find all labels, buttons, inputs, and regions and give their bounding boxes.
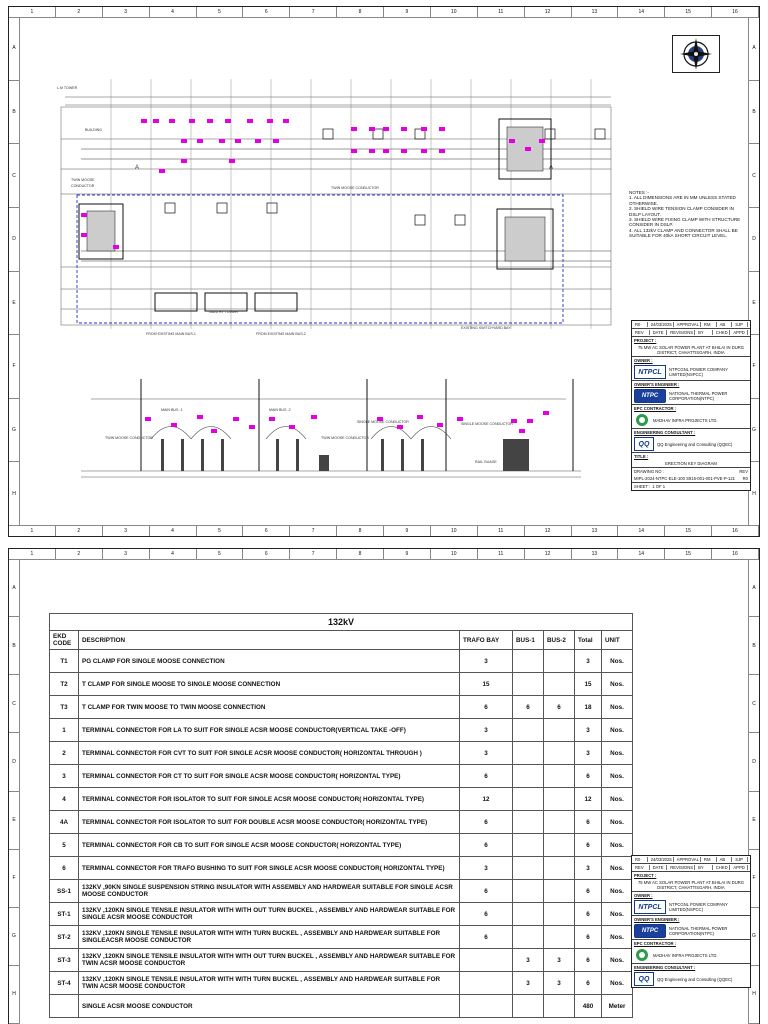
cell-total: 6: [575, 834, 602, 857]
grid-label: 12: [525, 549, 572, 559]
cell-code: 5: [50, 834, 79, 857]
cell-code: 3: [50, 765, 79, 788]
cell-trafo: 12: [460, 788, 513, 811]
grid-label: C: [9, 144, 19, 208]
cell-bus2: [544, 880, 575, 903]
table-row: [50, 834, 633, 857]
grid-label: 3: [103, 549, 150, 559]
label-twin-moose-elev: TWIN MOOSE CONDUCTOR: [105, 436, 153, 440]
cell-unit: Meter: [602, 995, 633, 1018]
cell-bus1: [513, 765, 544, 788]
cell-unit: Nos.: [602, 857, 633, 880]
cell-desc: TERMINAL CONNECTOR FOR TRAFO BUSHING TO SUIT FOR SINGLE ACSR MOOSE CONDUCTOR( HORIZONTAL TYPE): [79, 857, 460, 880]
notes-heading: NOTES :-: [629, 190, 649, 195]
cell-trafo: [460, 972, 513, 995]
grid-label: B: [749, 617, 759, 675]
cell-desc: TERMINAL CONNECTOR FOR CT TO SUIT FOR SINGLE ACSR MOOSE CONDUCTOR( HORIZONTAL TYPE): [79, 765, 460, 788]
table-body: [50, 650, 633, 1018]
cell-desc: T CLAMP FOR SINGLE MOOSE TO SINGLE MOOSE CONNECTION: [79, 673, 460, 696]
cell-code: 4A: [50, 811, 79, 834]
grid-label: B: [9, 617, 19, 675]
grid-label: F: [749, 850, 759, 908]
cell-unit: Nos.: [602, 834, 633, 857]
section-marker-a: A: [135, 165, 140, 171]
cell-unit: Nos.: [602, 650, 633, 673]
cell-desc: TERMINAL CONNECTOR FOR CVT TO SUIT FOR SINGLE ACSR MOOSE CONDUCTOR( HORIZONTAL THROUGH ): [79, 742, 460, 765]
grid-label: 12: [525, 7, 572, 17]
cell-total: 6: [575, 903, 602, 926]
madhav-logo-icon: [634, 948, 650, 962]
grid-label: 7: [290, 549, 337, 559]
grid-label: H: [749, 462, 759, 526]
madhav-logo-icon: [634, 413, 650, 427]
cell-unit: Nos.: [602, 949, 633, 972]
cell-trafo: 6: [460, 880, 513, 903]
cell-code: ST-1: [50, 903, 79, 926]
grid-label: 1: [9, 526, 56, 536]
cell-bus2: [544, 719, 575, 742]
cell-total: 6: [575, 880, 602, 903]
grid-label: G: [9, 399, 19, 463]
grid-label: 8: [337, 526, 384, 536]
cell-code: ST-2: [50, 926, 79, 949]
grid-label: D: [9, 208, 19, 272]
grid-label: E: [9, 792, 19, 850]
cell-code: 4: [50, 788, 79, 811]
cell-total: 6: [575, 765, 602, 788]
cell-unit: Nos.: [602, 972, 633, 995]
cell-trafo: 3: [460, 742, 513, 765]
owner-name: NTPCGNL POWER COMPANY LIMITED(NSPCC): [669, 367, 728, 377]
cell-trafo: 15: [460, 673, 513, 696]
grid-label: 13: [572, 526, 619, 536]
north-compass-icon: [672, 35, 720, 73]
cell-bus1: 3: [513, 949, 544, 972]
cell-unit: Nos.: [602, 673, 633, 696]
grid-label: 15: [665, 526, 712, 536]
project-name: 75 MW AC SOLAR POWER PLANT AT BHILAI IN DURG DISTRICT, CHHATTISGARH, INDIA: [637, 345, 745, 355]
title-section: TITLE : ERECTION KEY DIAGRAM: [632, 453, 750, 468]
grid-label: 10: [431, 526, 478, 536]
grid-label: C: [749, 144, 759, 208]
drawing-sheet-1: [8, 6, 760, 537]
grid-label: 8: [337, 7, 384, 17]
owner-section: OWNER : NTPCL NTPCGNL POWER COMPANY LIMITED(NSPCC): [632, 357, 750, 381]
cell-desc: TERMINAL CONNECTOR FOR CB TO SUIT FOR SINGLE ACSR MOOSE CONDUCTOR( HORIZONTAL TYPE): [79, 834, 460, 857]
grid-label: E: [749, 792, 759, 850]
note-item: 3. SHIELD WIRE FIXING CLAMP WITH STRUCTURE CONSIDER IN DSLP.: [629, 217, 741, 228]
cell-trafo: 6: [460, 926, 513, 949]
grid-label: 11: [478, 526, 525, 536]
grid-label: 5: [197, 549, 244, 559]
note-item: 1. ALL DIMENSIONS ARE IN MM UNLESS STATED OTHERWISE.: [629, 195, 736, 206]
cell-bus1: [513, 857, 544, 880]
revision-row: R0 24/03/2025 APPROVAL RM AB SJP: [632, 321, 750, 329]
cell-trafo: 3: [460, 719, 513, 742]
cell-code: 2: [50, 742, 79, 765]
grid-label: 2: [56, 7, 103, 17]
grid-label: 5: [197, 526, 244, 536]
cell-unit: Nos.: [602, 719, 633, 742]
grid-label: 16: [712, 549, 759, 559]
cell-bus1: [513, 719, 544, 742]
cell-code: 6: [50, 857, 79, 880]
cell-unit: Nos.: [602, 811, 633, 834]
erection-key-diagram: [21, 19, 629, 526]
grid-label: D: [749, 208, 759, 272]
grid-label: 9: [384, 549, 431, 559]
grid-label: 2: [56, 549, 103, 559]
grid-label: B: [9, 81, 19, 145]
owners-engineer-section: OWNER'S ENGINEER : NTPC NATIONAL THERMAL POWER CORPORATION(NTPC): [632, 381, 750, 405]
ntpcl-logo: NTPCL: [634, 365, 666, 379]
cell-desc: SINGLE ACSR MOOSE CONDUCTOR: [79, 995, 460, 1018]
cell-bus2: [544, 811, 575, 834]
cell-unit: Nos.: [602, 765, 633, 788]
cell-unit: Nos.: [602, 880, 633, 903]
cell-bus2: [544, 765, 575, 788]
qqec-logo: QQ: [634, 972, 654, 986]
grid-label: A: [9, 559, 19, 617]
cell-bus2: [544, 926, 575, 949]
grid-label: G: [749, 399, 759, 463]
grid-label: 7: [290, 526, 337, 536]
section-marker-a-2: A: [549, 165, 554, 171]
label-twin-moose-elev-2: TWIN MOOSE CONDUCTOR: [321, 436, 369, 440]
cell-bus2: 3: [544, 972, 575, 995]
cell-total: 3: [575, 650, 602, 673]
grid-label: H: [9, 966, 19, 1024]
revision-header-row: REV DATE REVISIONS BY CHKD APPD: [632, 329, 750, 337]
cell-trafo: 3: [460, 857, 513, 880]
grid-label: A: [9, 17, 19, 81]
cell-trafo: 6: [460, 696, 513, 719]
label-building: BUILDING: [85, 128, 102, 132]
cell-bus2: [544, 903, 575, 926]
cell-unit: Nos.: [602, 903, 633, 926]
grid-label: 5: [197, 7, 244, 17]
cell-total: 12: [575, 788, 602, 811]
grid-label: D: [749, 733, 759, 791]
cell-unit: Nos.: [602, 696, 633, 719]
cell-bus1: [513, 788, 544, 811]
table-row: [50, 880, 633, 903]
cell-total: 3: [575, 857, 602, 880]
grid-label: 13: [572, 549, 619, 559]
cell-total: 18: [575, 696, 602, 719]
cell-unit: Nos.: [602, 788, 633, 811]
cell-bus1: [513, 742, 544, 765]
grid-label: 12: [525, 526, 572, 536]
table-row: [50, 995, 633, 1018]
grid-label: 14: [618, 7, 665, 17]
grid-label: C: [9, 675, 19, 733]
ntpcl-logo: NTPCL: [634, 900, 666, 914]
cell-bus1: [513, 834, 544, 857]
label-conductor: CONDUCTOR: [71, 184, 95, 188]
cell-bus1: 3: [513, 972, 544, 995]
grid-label: E: [9, 272, 19, 336]
cell-bus2: [544, 673, 575, 696]
table-row: [50, 719, 633, 742]
row-ruler-left: [9, 17, 20, 526]
ntpc-logo: NTPC: [634, 924, 666, 938]
cell-bus2: [544, 857, 575, 880]
grid-label: 3: [103, 526, 150, 536]
cell-code: ST-4: [50, 972, 79, 995]
grid-label: G: [749, 908, 759, 966]
bom-table-132kv: [49, 613, 633, 1018]
cell-trafo: 3: [460, 650, 513, 673]
grid-label: 11: [478, 549, 525, 559]
cell-unit: Nos.: [602, 926, 633, 949]
label-main-bus1: MAIN BUS -1: [161, 408, 183, 412]
table-title: 132kV: [50, 614, 633, 631]
grid-label: 1: [9, 7, 56, 17]
grid-label: 2: [56, 526, 103, 536]
grid-label: C: [749, 675, 759, 733]
grid-label: 6: [243, 526, 290, 536]
qqec-logo: QQ: [634, 437, 654, 451]
cell-bus2: [544, 650, 575, 673]
table-row: [50, 788, 633, 811]
grid-label: 6: [243, 549, 290, 559]
grid-label: 14: [618, 549, 665, 559]
title-block: [631, 320, 751, 491]
label-twin-moose-conductor: TWIN MOOSE CONDUCTOR: [331, 186, 379, 190]
table-row: [50, 811, 633, 834]
grid-label: 8: [337, 549, 384, 559]
grid-label: 1: [9, 549, 56, 559]
grid-label: H: [749, 966, 759, 1024]
cell-trafo: [460, 995, 513, 1018]
label-lm-tower: L.M TOWER: [57, 86, 78, 90]
column-ruler-top: [9, 7, 759, 18]
cell-code: T1: [50, 650, 79, 673]
cell-bus2: 3: [544, 949, 575, 972]
cell-code: ST-3: [50, 949, 79, 972]
grid-label: F: [9, 335, 19, 399]
label-twin-moose: TWIN MOOSE: [71, 178, 95, 182]
cell-trafo: 6: [460, 903, 513, 926]
grid-label: 7: [290, 7, 337, 17]
cell-desc: 132KV ,120KN SINGLE TENSILE INSULATOR WITH WITH TURN BUCKEL , ASSEMBLY AND HARDWEAR SUITABLE FOR SINGLEACSR MOOSE CONDUCTOR: [79, 926, 460, 949]
cell-total: 480: [575, 995, 602, 1018]
table-row: [50, 926, 633, 949]
note-item: 2. SHIELD WIRE TENSION CLAMP CONSIDER IN DSLP LAYOUT.: [629, 206, 734, 217]
label-gantry-tower: GANTRY TOWER: [209, 310, 239, 314]
note-item: 4. ALL 132kV CLAMP AND CONNECTOR SHALL BE SUITABLE FOR 40kA SHORT CIRCUIT LEVEL.: [629, 227, 738, 239]
cell-bus2: [544, 742, 575, 765]
label-from-bus1: FROM EXISTING MAIN BUS-1: [146, 332, 196, 336]
table-row: [50, 742, 633, 765]
drawing-number-section: DRAWING NO : REV MIPL-2024-NTPC-ELE-100 S915-001-001-PVE-P-121 R0: [634, 469, 748, 481]
grid-label: 13: [572, 7, 619, 17]
cell-bus1: 6: [513, 696, 544, 719]
cell-desc: 132KV ,90KN SINGLE SUSPENSION STRING INSULATOR WITH ASSEMBLY AND HARDWEAR SUITABLE FOR SINGLE ACSR MOOSE CONDUCTOR: [79, 880, 460, 903]
grid-label: 10: [431, 7, 478, 17]
table-row: [50, 903, 633, 926]
cell-bus2: [544, 788, 575, 811]
grid-label: 3: [103, 7, 150, 17]
cell-total: 6: [575, 926, 602, 949]
grid-label: 4: [150, 526, 197, 536]
cell-bus2: [544, 834, 575, 857]
title-block-2: R0 24/03/2025 APPROVAL RM AB SJP REV DATE REVISIONS BY CHKD APPD PROJECT : 75 MW AC SOLAR POWER PLANT AT BHILAI IN DURG DISTRICT, CHHATTISGARH, INDIA OWNER : NTPCL NTPCGNL POWER COMPANY LIMITED(NSPCC) OWNER'S ENGINEER : NTPC NATIONAL THERMAL POWER CORPORATION(NTPC) EPC CONTRACTOR : MADHAV INFRA PROJECTS LTD. ENGINEERING CONSULTANT : QQ QQ Engineering and Consulting (QQEC): [631, 855, 751, 988]
cell-bus1: [513, 880, 544, 903]
epc-name: MADHAV INFRA PROJECTS LTD.: [653, 417, 718, 423]
owners-engineer-name: NATIONAL THERMAL POWER CORPORATION(NTPC): [669, 391, 728, 401]
ntpc-logo: NTPC: [634, 389, 666, 403]
cell-unit: Nos.: [602, 742, 633, 765]
cell-desc: T CLAMP FOR TWIN MOOSE TO TWIN MOOSE CONNECTION: [79, 696, 460, 719]
grid-label: A: [749, 17, 759, 81]
grid-label: F: [749, 335, 759, 399]
cell-bus1: [513, 903, 544, 926]
consultant-name: QQ Engineering and Consulting (QQEC): [657, 441, 733, 447]
table-row: [50, 972, 633, 995]
table-row: [50, 696, 633, 719]
sheet-number: 1 OF 1: [652, 484, 666, 489]
grid-label: G: [9, 908, 19, 966]
column-ruler-bottom: [9, 525, 759, 536]
cell-trafo: 6: [460, 765, 513, 788]
grid-label: B: [749, 81, 759, 145]
grid-label: 16: [712, 526, 759, 536]
cell-bus1: [513, 995, 544, 1018]
drawing-sheet-2: [8, 548, 760, 1024]
column-ruler-top-2: [9, 549, 759, 560]
grid-label: 9: [384, 526, 431, 536]
grid-label: 10: [431, 549, 478, 559]
grid-label: A: [749, 559, 759, 617]
cell-trafo: 6: [460, 811, 513, 834]
cell-desc: TERMINAL CONNECTOR FOR LA TO SUIT FOR SINGLE ACSR MOOSE CONDUCTOR(VERTICAL TAKE -OFF): [79, 719, 460, 742]
grid-label: 11: [478, 7, 525, 17]
row-ruler-left-2: [9, 559, 20, 1024]
cell-desc: 132KV ,120KN SINGLE TENSILE INSULATOR WITH WITH OUT TURN BUCKEL , ASSEMBLY AND HARDWEAR SUITABLE FOR TWIN ACSR MOOSE CONDUCTOR: [79, 949, 460, 972]
grid-label: H: [9, 462, 19, 526]
label-from-bus2: FROM EXISTING MAIN BUS-2: [256, 332, 306, 336]
cell-total: 3: [575, 719, 602, 742]
cell-total: 15: [575, 673, 602, 696]
cell-code: T3: [50, 696, 79, 719]
cell-desc: TERMINAL CONNECTOR FOR ISOLATOR TO SUIT FOR SINGLE ACSR MOOSE CONDUCTOR( HORIZONTAL TYPE): [79, 788, 460, 811]
cell-bus1: [513, 673, 544, 696]
cell-trafo: [460, 949, 513, 972]
cell-bus2: [544, 995, 575, 1018]
cell-desc: 132KV ,120KN SINGLE TENSILE INSULATOR WITH WITH OUT TURN BUCKEL , ASSEMBLY AND HARDWEAR SUITABLE FOR SINGLE ACSR MOOSE CONDUCTOR: [79, 903, 460, 926]
cell-bus1: [513, 650, 544, 673]
cell-bus1: [513, 926, 544, 949]
table-row: [50, 765, 633, 788]
table-row: [50, 650, 633, 673]
grid-label: 9: [384, 7, 431, 17]
grid-label: 15: [665, 7, 712, 17]
label-existing-bay: EXISTING SWITCHYARD BAY: [461, 326, 511, 330]
notes-block: [629, 190, 747, 239]
grid-label: 6: [243, 7, 290, 17]
cell-desc: TERMINAL CONNECTOR FOR ISOLATOR TO SUIT FOR DOUBLE ACSR MOOSE CONDUCTOR( HORIZONTAL TYPE): [79, 811, 460, 834]
grid-label: 4: [150, 549, 197, 559]
label-rail-guage: RAIL GUAGE: [475, 460, 497, 464]
cell-code: SS-1: [50, 880, 79, 903]
grid-label: E: [749, 272, 759, 336]
cell-bus2: 6: [544, 696, 575, 719]
cell-code: [50, 995, 79, 1018]
table-row: [50, 673, 633, 696]
cell-bus1: [513, 811, 544, 834]
grid-label: D: [9, 733, 19, 791]
label-single-moose-conductor-2: SINGLE MOOSE CONDUCTOR: [461, 422, 513, 426]
label-single-moose-conductor: SINGLE MOOSE CONDUCTOR: [357, 420, 409, 424]
cell-desc: PG CLAMP FOR SINGLE MOOSE CONNECTION: [79, 650, 460, 673]
sheet-section: SHEET : 1 OF 1: [634, 484, 666, 489]
table-row: [50, 857, 633, 880]
cell-desc: 132KV ,120KN SINGLE TENSILE INSULATOR WITH WITH TURN BUCKEL , ASSEMBLY AND HARDWEAR SUITABLE FOR TWIN ACSR MOOSE CONDUCTOR: [79, 972, 460, 995]
drawing-number: MIPL-2024-NTPC-ELE-100 S915-001-001-PVE-P-121: [634, 476, 736, 481]
cell-total: 6: [575, 972, 602, 995]
consultant-section: ENGINEERING CONSULTANT : QQ QQ Engineering and Consulting (QQEC): [632, 429, 750, 453]
drawing-title: ERECTION KEY DIAGRAM: [665, 461, 717, 466]
cell-total: 3: [575, 742, 602, 765]
cell-code: 1: [50, 719, 79, 742]
project-section: PROJECT : 75 MW AC SOLAR POWER PLANT AT BHILAI IN DURG DISTRICT, CHHATTISGARH, INDIA: [632, 337, 750, 357]
grid-label: 14: [618, 526, 665, 536]
label-main-bus2: MAIN BUS -2: [269, 408, 291, 412]
grid-label: 16: [712, 7, 759, 17]
table-header-row: EKD CODE DESCRIPTION TRAFO BAY BUS-1 BUS-2 Total UNIT: [50, 631, 633, 650]
cell-code: T2: [50, 673, 79, 696]
grid-label: F: [9, 850, 19, 908]
cell-total: 6: [575, 949, 602, 972]
grid-label: 4: [150, 7, 197, 17]
epc-section: EPC CONTRACTOR : MADHAV INFRA PROJECTS LTD.: [632, 405, 750, 429]
cell-total: 6: [575, 811, 602, 834]
cell-trafo: 6: [460, 834, 513, 857]
drawing-rev: R0: [742, 476, 748, 481]
grid-label: 15: [665, 549, 712, 559]
table-row: [50, 949, 633, 972]
